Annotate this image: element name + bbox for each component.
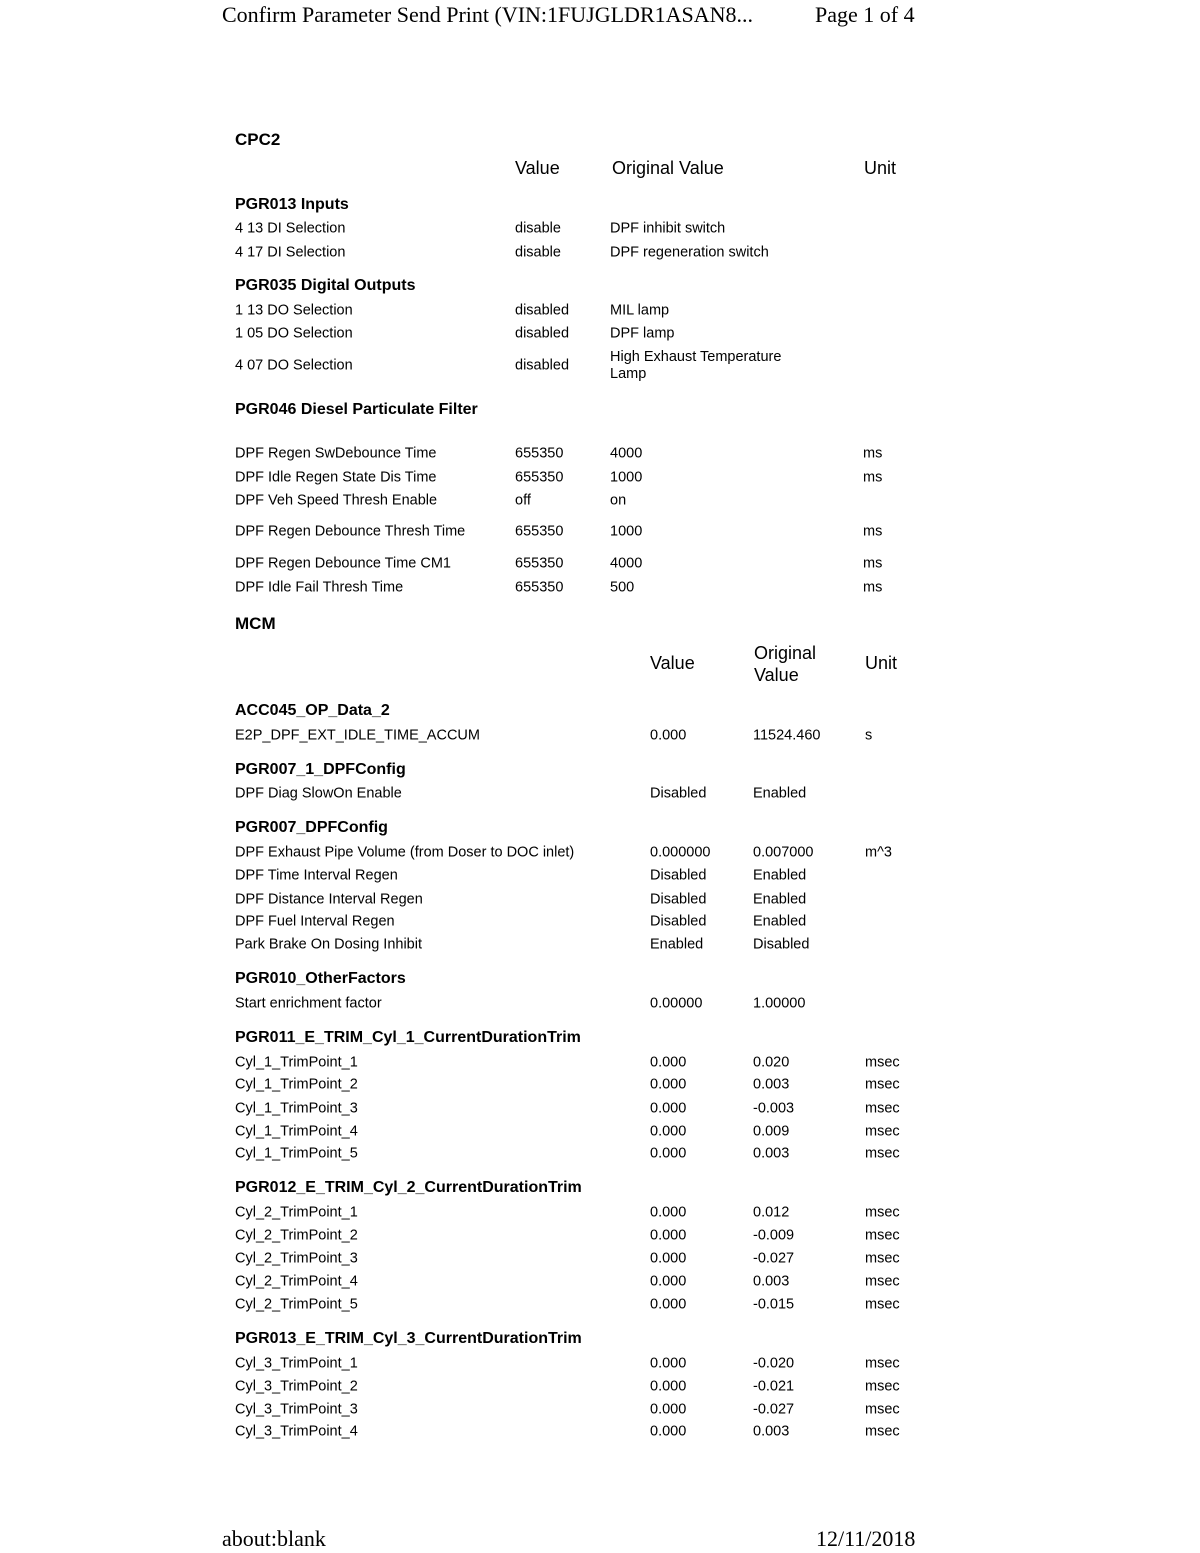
param-original-value: 0.003 [753, 1076, 790, 1092]
param-name: DPF Regen Debounce Time CM1 [235, 555, 451, 571]
param-name: DPF Regen SwDebounce Time [235, 445, 437, 461]
param-original-value: 1000 [610, 469, 643, 485]
table-row [235, 1398, 915, 1421]
table-row [235, 1201, 915, 1224]
param-name: DPF Idle Regen State Dis Time [235, 469, 437, 485]
param-name: DPF Fuel Interval Regen [235, 913, 395, 929]
param-unit: msec [865, 1423, 900, 1439]
param-name: Cyl_1_TrimPoint_2 [235, 1076, 358, 1092]
param-name: Park Brake On Dosing Inhibit [235, 936, 422, 952]
cpc2-col-original-value: Original Value [612, 158, 724, 178]
table-row [235, 992, 915, 1015]
param-original-value: Enabled [753, 785, 807, 801]
group-title: PGR046 Diesel Particulate Filter [235, 401, 478, 418]
param-original-value: 4000 [610, 555, 643, 571]
param-value: disable [515, 220, 561, 236]
param-value: 655350 [515, 445, 564, 461]
param-name: DPF Idle Fail Thresh Time [235, 579, 404, 595]
param-name: Cyl_2_TrimPoint_1 [235, 1204, 358, 1220]
param-unit: ms [863, 445, 883, 461]
param-original-value: -0.027 [753, 1250, 795, 1266]
param-name: Cyl_1_TrimPoint_5 [235, 1145, 358, 1161]
param-original-value: 4000 [610, 445, 643, 461]
param-unit: ms [863, 579, 883, 595]
group-title: PGR013_E_TRIM_Cyl_3_CurrentDurationTrim [235, 1330, 582, 1347]
param-name: 4 07 DO Selection [235, 357, 353, 374]
param-name: Cyl_2_TrimPoint_5 [235, 1296, 358, 1312]
param-name: 4 13 DI Selection [235, 220, 346, 236]
param-value: 0.000 [650, 1296, 687, 1312]
param-unit: msec [865, 1355, 900, 1371]
table-row [235, 1224, 915, 1247]
param-original-value: 1.00000 [753, 995, 806, 1011]
param-unit: msec [865, 1227, 900, 1243]
param-name: 4 17 DI Selection [235, 244, 346, 260]
param-value: disabled [515, 302, 570, 318]
param-unit: msec [865, 1378, 900, 1394]
param-unit: msec [865, 1296, 900, 1312]
param-name: E2P_DPF_EXT_IDLE_TIME_ACCUM [235, 727, 480, 743]
param-name: DPF Exhaust Pipe Volume (from Doser to DOC inlet) [235, 844, 575, 860]
param-value: 0.000 [650, 1227, 687, 1243]
param-value: 655350 [515, 579, 564, 595]
table-row [235, 1073, 915, 1096]
table-row [235, 933, 915, 956]
print-footer-date: 12/11/2018 [816, 1526, 916, 1551]
param-value: 0.000 [650, 1123, 687, 1139]
param-name: 1 05 DO Selection [235, 325, 353, 341]
param-value: Disabled [650, 867, 707, 883]
param-original-value: -0.021 [753, 1378, 795, 1394]
param-value: disabled [515, 325, 570, 341]
table-row [235, 466, 915, 489]
param-name: Cyl_3_TrimPoint_4 [235, 1423, 358, 1439]
table-row [235, 888, 915, 911]
table-row [235, 552, 915, 575]
group-title: PGR007_DPFConfig [235, 819, 388, 836]
table-row [235, 241, 915, 264]
param-original-value: Disabled [753, 936, 810, 952]
param-value: 0.000 [650, 1076, 687, 1092]
table-row [235, 322, 915, 345]
param-value: 655350 [515, 469, 564, 485]
table-row [235, 841, 915, 864]
param-name: Cyl_1_TrimPoint_4 [235, 1123, 358, 1139]
param-name: Cyl_3_TrimPoint_3 [235, 1401, 358, 1417]
table-row [235, 442, 915, 465]
param-value: disabled [515, 357, 570, 374]
table-row [235, 347, 915, 385]
param-original-value: on [610, 492, 627, 508]
group-title: PGR007_1_DPFConfig [235, 761, 406, 778]
section-title-cpc2: CPC2 [235, 130, 281, 149]
table-row [235, 1097, 915, 1120]
group-title: PGR011_E_TRIM_Cyl_1_CurrentDurationTrim [235, 1029, 581, 1046]
table-row [235, 217, 915, 240]
param-unit: msec [865, 1273, 900, 1289]
table-row [235, 1142, 915, 1165]
param-value: 0.000 [650, 1250, 687, 1266]
param-value: 0.000 [650, 1355, 687, 1371]
param-value: Disabled [650, 891, 707, 907]
param-name: DPF Veh Speed Thresh Enable [235, 492, 438, 508]
print-footer-url: about:blank [222, 1526, 326, 1551]
table-row [235, 513, 915, 551]
param-name: DPF Distance Interval Regen [235, 891, 423, 907]
param-original-value: 0.003 [753, 1273, 790, 1289]
table-row [235, 489, 915, 512]
table-row [235, 1120, 915, 1143]
param-name: Start enrichment factor [235, 995, 382, 1011]
param-name: DPF Diag SlowOn Enable [235, 785, 402, 801]
print-header-title: Confirm Parameter Send Print (VIN:1FUJGLDR1ASAN8... [222, 2, 754, 27]
param-name: Cyl_2_TrimPoint_3 [235, 1250, 358, 1266]
param-unit: msec [865, 1100, 900, 1116]
param-name: Cyl_1_TrimPoint_1 [235, 1054, 358, 1070]
param-name: Cyl_2_TrimPoint_2 [235, 1227, 358, 1243]
param-original-value: -0.015 [753, 1296, 795, 1312]
param-unit: msec [865, 1054, 900, 1070]
table-row [235, 724, 915, 747]
param-value: disable [515, 244, 561, 260]
group-title: PGR035 Digital Outputs [235, 277, 416, 294]
param-original-value: High Exhaust Temperature Lamp [610, 349, 782, 382]
param-unit: s [865, 727, 873, 743]
print-header-page: Page 1 of 4 [815, 2, 915, 27]
param-original-value: 500 [610, 579, 635, 595]
param-original-value: Enabled [753, 891, 807, 907]
param-value: 0.00000 [650, 995, 703, 1011]
param-unit: msec [865, 1076, 900, 1092]
mcm-col-unit: Unit [865, 653, 898, 673]
table-row [235, 1375, 915, 1398]
section-title-mcm: MCM [235, 614, 276, 633]
param-original-value: Enabled [753, 913, 807, 929]
param-name: Cyl_2_TrimPoint_4 [235, 1273, 358, 1289]
mcm-col-original-value: Original Value [754, 643, 817, 685]
param-value: 0.000 [650, 1204, 687, 1220]
table-row [235, 1051, 915, 1074]
param-unit: msec [865, 1123, 900, 1139]
param-name: DPF Regen Debounce Thresh Time [235, 523, 466, 540]
param-original-value: Enabled [753, 867, 807, 883]
param-original-value: -0.027 [753, 1401, 795, 1417]
param-value: 0.000 [650, 1100, 687, 1116]
table-row [235, 864, 915, 887]
param-value: 0.000 [650, 1054, 687, 1070]
param-value: Disabled [650, 785, 707, 801]
param-original-value: 1000 [610, 523, 643, 540]
cpc2-col-value: Value [515, 158, 560, 178]
param-value: 0.000 [650, 1145, 687, 1161]
table-row [235, 1293, 915, 1316]
param-original-value: -0.009 [753, 1227, 795, 1243]
param-original-value: -0.020 [753, 1355, 795, 1371]
param-value: Disabled [650, 913, 707, 929]
mcm-col-value: Value [650, 653, 695, 673]
param-value: 0.000 [650, 1401, 687, 1417]
param-original-value: -0.003 [753, 1100, 795, 1116]
param-unit: ms [863, 555, 883, 571]
table-row [235, 299, 915, 322]
param-unit: msec [865, 1204, 900, 1220]
param-unit: msec [865, 1250, 900, 1266]
param-value: off [515, 492, 531, 508]
param-unit: ms [863, 523, 883, 540]
param-name: Cyl_3_TrimPoint_1 [235, 1355, 358, 1371]
param-value: 0.000 [650, 1378, 687, 1394]
group-title: PGR012_E_TRIM_Cyl_2_CurrentDurationTrim [235, 1179, 582, 1196]
group-title: ACC045_OP_Data_2 [235, 702, 390, 719]
param-value: 0.000000 [650, 844, 711, 860]
param-unit: msec [865, 1401, 900, 1417]
param-original-value: 11524.460 [753, 727, 821, 743]
param-original-value: DPF regeneration switch [610, 244, 769, 260]
param-original-value: 0.009 [753, 1123, 790, 1139]
param-value: 0.000 [650, 1273, 687, 1289]
param-unit: m^3 [865, 844, 892, 860]
param-value: Enabled [650, 936, 704, 952]
param-original-value: 0.012 [753, 1204, 790, 1220]
group-title: PGR013 Inputs [235, 196, 349, 213]
param-unit: ms [863, 469, 883, 485]
param-value: 0.000 [650, 1423, 687, 1439]
param-unit: msec [865, 1145, 900, 1161]
table-row [235, 1352, 915, 1375]
param-name: Cyl_1_TrimPoint_3 [235, 1100, 358, 1116]
table-row [235, 1270, 915, 1293]
param-value: 655350 [515, 523, 564, 540]
table-row [235, 782, 915, 805]
param-name: DPF Time Interval Regen [235, 867, 398, 883]
param-value: 0.000 [650, 727, 687, 743]
table-row [235, 1247, 915, 1270]
param-original-value: DPF lamp [610, 325, 675, 341]
param-name: 1 13 DO Selection [235, 302, 353, 318]
table-row [235, 576, 915, 599]
param-original-value: DPF inhibit switch [610, 220, 726, 236]
table-row [235, 1420, 915, 1443]
param-original-value: 0.003 [753, 1423, 790, 1439]
param-original-value: 0.020 [753, 1054, 790, 1070]
param-original-value: 0.007000 [753, 844, 814, 860]
param-value: 655350 [515, 555, 564, 571]
param-original-value: 0.003 [753, 1145, 790, 1161]
param-original-value: MIL lamp [610, 302, 670, 318]
group-title: PGR010_OtherFactors [235, 970, 406, 987]
cpc2-col-unit: Unit [864, 158, 897, 178]
table-row [235, 910, 915, 933]
param-name: Cyl_3_TrimPoint_2 [235, 1378, 358, 1394]
